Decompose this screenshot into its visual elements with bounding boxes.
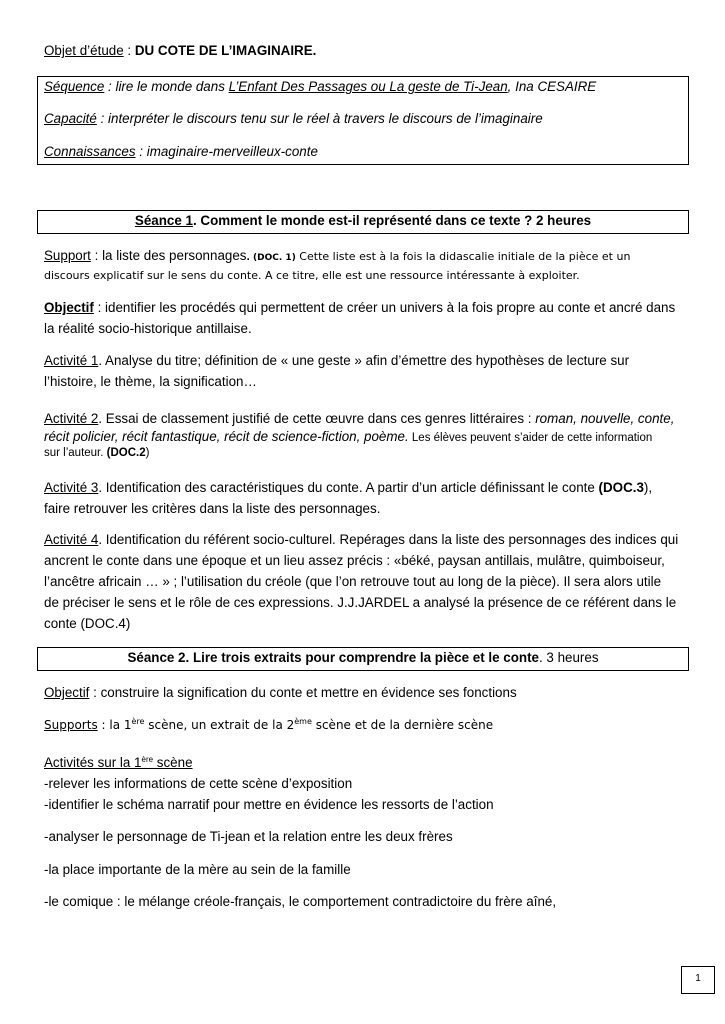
activite3-close: ), xyxy=(643,480,653,495)
connaissances-line xyxy=(44,144,318,159)
activites-label-end: scène xyxy=(153,755,193,770)
sequence-post: , Ina CESAIRE xyxy=(507,79,597,94)
supports2-line xyxy=(44,718,493,732)
activite2-close: ) xyxy=(145,447,150,459)
capacite-label: Capacité xyxy=(44,111,97,126)
activite4-line-3: l’ancêtre africain … » ; l’utilisation du créole (que l’on retrouve tout au long de la pièce). Il sera alors utile xyxy=(44,574,662,589)
objectif1-text-1: : identifier les procédés qui permettent de créer un univers à la fois propre au conte et ancré dans xyxy=(93,300,676,315)
activite4-line-4: de préciser le sens et le rôle de ces expressions. J.J.JARDEL a analysé la présence de ce référent dans le xyxy=(44,595,677,610)
activite3-line-1 xyxy=(44,480,652,495)
objectif1-line-2: la réalité socio-historique antillaise. xyxy=(44,321,252,336)
supports2-t1: : la 1 xyxy=(97,718,132,732)
objectif2-text: : construire la signification du conte et mettre en évidence ses fonctions xyxy=(89,685,517,700)
activite2-text-3: sur l’auteur. xyxy=(44,447,107,459)
activite2-line-1 xyxy=(44,411,674,426)
support-hand-2: discours explicatif sur le sens du conte. A ce titre, elle est une ressource intéressante à exploiter. xyxy=(44,269,580,282)
list-item: -analyser le personnage de Ti-jean et la relation entre les deux frères xyxy=(44,829,453,844)
objectif1-label: Objectif xyxy=(44,300,94,315)
activite2-label: Activité 2 xyxy=(44,411,99,426)
seance1-title xyxy=(37,213,689,228)
header-line xyxy=(44,43,316,58)
seance1-text: . Comment le monde est-il représenté dans ce texte ? 2 heures xyxy=(192,213,592,228)
activite3-label: Activité 3 xyxy=(44,480,99,495)
activite4-text-1: . Identification du référent socio-culturel. Repérages dans la liste des personnages des indices qui xyxy=(98,532,679,547)
activite1-label: Activité 1 xyxy=(44,353,99,368)
sequence-book: L’Enfant Des Passages ou La geste de Ti-Jean xyxy=(228,79,508,94)
seance2-dur-sep: . 3 heures xyxy=(538,650,599,665)
support-doc: . (DOC. 1) xyxy=(246,253,296,263)
objectif2-line xyxy=(44,685,517,700)
activite1-text-1: . Analyse du titre; définition de « une geste » afin d’émettre des hypothèses de lecture sur xyxy=(98,353,630,368)
supports2-label: Supports xyxy=(44,718,98,732)
list-item: -identifier le schéma narratif pour mettre en évidence les ressorts de l’action xyxy=(44,797,494,812)
activite4-line-1 xyxy=(44,532,678,547)
activite2-genres-1: roman, nouvelle, conte, xyxy=(535,411,675,426)
support-hand-1: Cette liste est à la fois la didascalie initiale de la pièce et un xyxy=(295,250,631,263)
supports2-t2: scène, un extrait de la 2 xyxy=(144,718,295,732)
sequence-pre: : lire le monde dans xyxy=(104,79,229,94)
activite2-doc: (DOC.2 xyxy=(106,447,146,459)
activites-heading xyxy=(44,755,193,770)
connaissances-label: Connaissances xyxy=(44,144,136,159)
activite3-line-2: faire retrouver les critères dans la liste des personnages. xyxy=(44,501,381,516)
capacite-text: : interpréter le discours tenu sur le réel à travers le discours de l’imaginaire xyxy=(96,111,543,126)
objectif1-line-1 xyxy=(44,300,675,315)
list-item: -la place importante de la mère au sein de la famille xyxy=(44,862,351,877)
activite3-doc: (DOC.3 xyxy=(598,480,644,495)
sequence-line xyxy=(44,79,596,94)
activite4-line-5: conte (DOC.4) xyxy=(44,616,131,631)
support-label: Support xyxy=(44,248,91,263)
seance2-title xyxy=(37,650,689,665)
support-text: : la liste des personnages xyxy=(90,248,247,263)
supports2-t3: scène et de la dernière scène xyxy=(311,718,494,732)
seance1-label: Séance 1 xyxy=(134,213,193,228)
activite4-line-2: ancrent le conte dans une époque et un lieu assez précis : «béké, paysan antillais, mulâtre, quimboiseur, xyxy=(44,553,665,568)
objectif2-label: Objectif xyxy=(44,685,90,700)
page-number: 1 xyxy=(695,973,701,984)
activite2-text-1: . Essai de classement justifié de cette œuvre dans ces genres littéraires : xyxy=(98,411,536,426)
supports2-sup2: ème xyxy=(294,717,312,726)
activites-sup: ère xyxy=(141,755,154,764)
activite1-line-1 xyxy=(44,353,629,368)
capacite-line xyxy=(44,111,543,126)
activite3-text-1: . Identification des caractéristiques du conte. A partir d’un article définissant le conte xyxy=(98,480,599,495)
seance2-text: Séance 2. Lire trois extraits pour comprendre la pièce et le conte xyxy=(127,650,539,665)
sequence-label: Séquence xyxy=(44,79,105,94)
activite1-line-2: l’histoire, le thème, la signification… xyxy=(44,374,257,389)
list-item: -le comique : le mélange créole-français, le comportement contradictoire du frère aîné, xyxy=(44,894,557,909)
activite4-label: Activité 4 xyxy=(44,532,99,547)
connaissances-text: : imaginaire-merveilleux-conte xyxy=(135,144,318,159)
list-item: -relever les informations de cette scène d’exposition xyxy=(44,776,353,791)
activites-label-text: Activités sur la 1 xyxy=(44,755,142,770)
header-title: DU COTE DE L’IMAGINAIRE. xyxy=(134,43,317,58)
support-line xyxy=(44,248,630,263)
header-label: Objet d’étude xyxy=(44,43,124,58)
activite2-line-2 xyxy=(44,429,652,444)
activites-label xyxy=(44,755,193,770)
header-sep: : xyxy=(123,43,135,58)
activite2-note: Les élèves peuvent s’aider de cette information xyxy=(408,432,653,444)
supports2-sup1: ère xyxy=(131,717,145,726)
activite2-genres-2: récit policier, récit fantastique, récit de science-fiction, poème. xyxy=(44,429,409,444)
activite2-line-3 xyxy=(44,447,149,459)
